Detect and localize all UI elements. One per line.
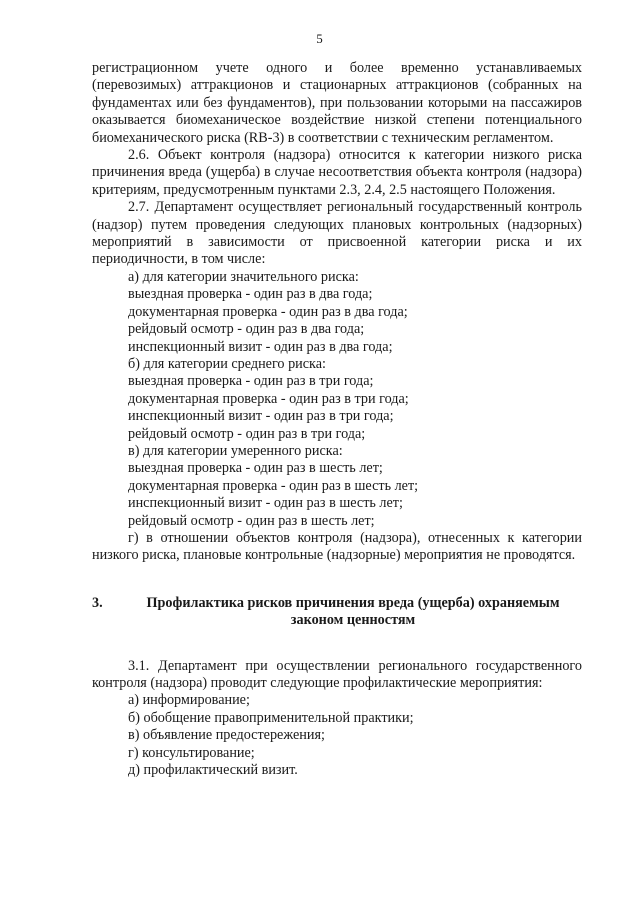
list-item: рейдовый осмотр - один раз в шесть лет; — [128, 512, 375, 529]
list-item: выездная проверка - один раз в три года; — [128, 373, 374, 390]
list-item: инспекционный визит - один раз в шесть лет; — [128, 495, 403, 512]
schedule-list — [92, 269, 582, 530]
section-heading — [92, 595, 582, 630]
list-item: инспекционный визит - один раз в три года; — [128, 408, 394, 425]
list-item: в) объявление предостережения; — [128, 727, 325, 744]
paragraph-3-1: 3.1. Департамент при осуществлении регионального государственного контроля (надзора) проводит следующие профилактические мероприятия: — [92, 657, 582, 691]
prevention-list — [92, 692, 582, 779]
list-item: б) обобщение правоприменительной практики; — [128, 709, 414, 726]
list-item: выездная проверка - один раз в шесть лет; — [128, 460, 383, 477]
paragraph-2-7: 2.7. Департамент осуществляет региональный государственный контроль (надзор) путем проведения следующих плановых контрольных (надзорных) мероприятий в зависимости от присвоенной категории риска и их периодичности, в том числе: — [92, 199, 582, 268]
section-title: Профилактика рисков причинения вреда (ущерба) охраняемым законом ценностям — [146, 594, 560, 629]
section-number: 3. — [92, 594, 103, 611]
list-item: документарная проверка - один раз в два года; — [128, 303, 408, 320]
list-item: г) консультирование; — [128, 744, 255, 761]
list-item: выездная проверка - один раз в два года; — [128, 286, 373, 303]
list-item: а) информирование; — [128, 692, 250, 709]
list-item: рейдовый осмотр - один раз в два года; — [128, 321, 365, 338]
list-item: рейдовый осмотр - один раз в три года; — [128, 425, 366, 442]
list-item: документарная проверка - один раз в три года; — [128, 390, 409, 407]
list-item: а) для категории значительного риска: — [128, 268, 359, 285]
list-item: инспекционный визит - один раз в два года; — [128, 338, 393, 355]
list-item: документарная проверка - один раз в шесть лет; — [128, 477, 419, 494]
paragraph-g: г) в отношении объектов контроля (надзора), отнесенных к категории низкого риска, плановые контрольные (надзорные) мероприятия не проводятся. — [92, 529, 582, 564]
paragraph-continuation: регистрационном учете одного и более временно устанавливаемых (перевозимых) аттракционов и стационарных аттракционов (собранных на фундаментах или без фундаментов), при пользовании которыми на пассажиров оказывается биомеханическое воздействие низкой степени потенциального биомеханического риска (RB-3) в соответствии с техническим регламентом. — [92, 60, 582, 146]
list-item: в) для категории умеренного риска: — [128, 442, 343, 459]
paragraph-2-6: 2.6. Объект контроля (надзора) относится к категории низкого риска причинения вреда (ущерба) в случае несоответствия объекта контроля (надзора) критериям, предусмотренным пунктами 2.3, 2.4, 2.5 настоящего Положения. — [92, 147, 582, 198]
list-item: д) профилактический визит. — [128, 762, 298, 779]
document-body — [92, 60, 582, 779]
page-number: 5 — [316, 31, 323, 46]
list-item: б) для категории среднего риска: — [128, 355, 326, 372]
